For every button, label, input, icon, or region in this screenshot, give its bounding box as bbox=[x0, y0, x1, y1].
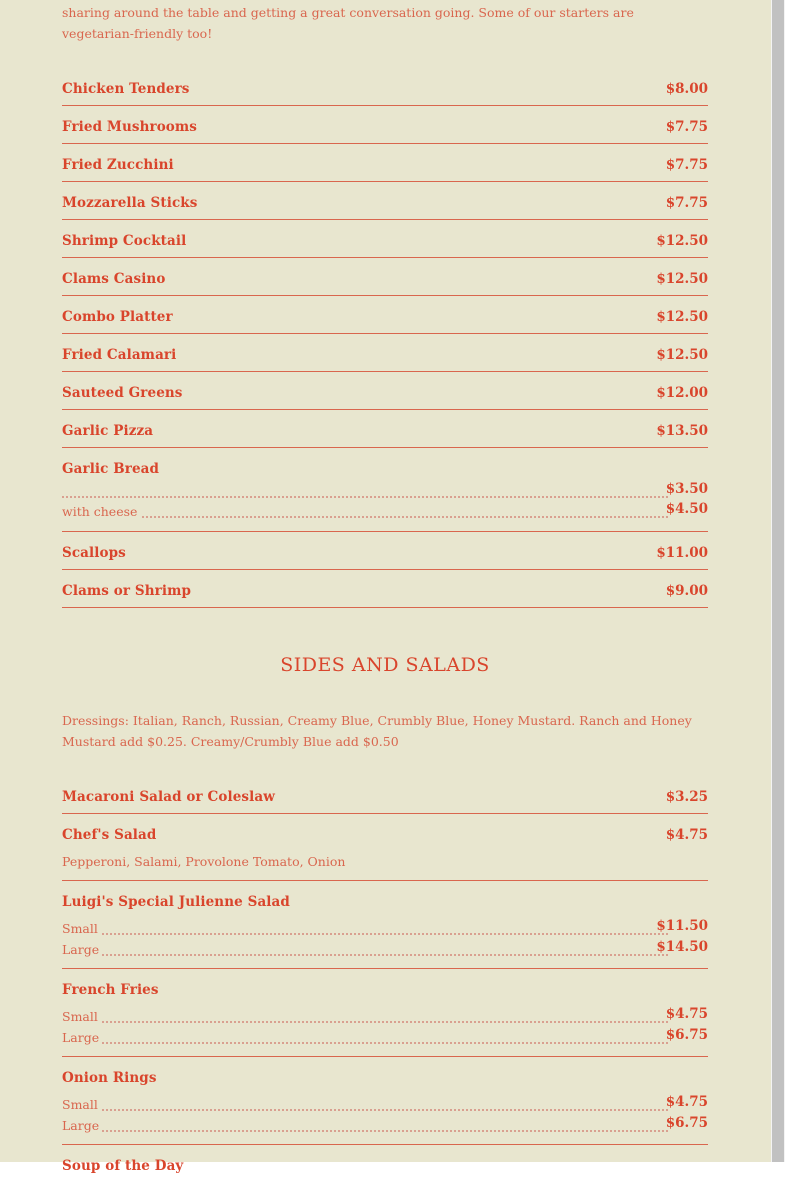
option-row bbox=[62, 1094, 708, 1115]
dressings-note: Dressings: Italian, Ranch, Russian, Creamy Blue, Crumbly Blue, Honey Mustard. Ranch and Honey Mustard add $0.25. Creamy/Crumbly Blue add $0.50 bbox=[62, 713, 692, 749]
item-name: Onion Rings bbox=[62, 1070, 157, 1086]
menu-item bbox=[62, 154, 708, 182]
leader-dots bbox=[62, 1109, 668, 1111]
option-label: Large bbox=[62, 942, 102, 957]
leader-dots bbox=[62, 1021, 668, 1023]
item-price: $9.00 bbox=[665, 583, 708, 599]
menu-item bbox=[62, 344, 708, 372]
starters-intro: sharing around the table and getting a great conversation going. Some of our starters are vegetarian-friendly too! bbox=[62, 5, 634, 41]
item-name: Garlic Pizza bbox=[62, 423, 154, 439]
item-price: $11.00 bbox=[656, 545, 708, 561]
option-row bbox=[62, 918, 708, 939]
item-price: $12.50 bbox=[656, 271, 708, 287]
item-name: Chicken Tenders bbox=[62, 81, 190, 97]
item-description: Pepperoni, Salami, Provolone Tomato, Onion bbox=[62, 854, 346, 869]
menu-item bbox=[62, 542, 708, 570]
item-price: $12.50 bbox=[656, 233, 708, 249]
section-title: SIDES AND SALADS bbox=[280, 654, 490, 676]
leader-dots bbox=[62, 516, 668, 518]
item-name: Fried Calamari bbox=[62, 347, 177, 363]
item-name: Combo Platter bbox=[62, 309, 173, 325]
option-price: $4.75 bbox=[665, 1006, 708, 1022]
menu-item bbox=[62, 268, 708, 296]
item-name: French Fries bbox=[62, 982, 159, 998]
option-row bbox=[62, 1027, 708, 1048]
item-price: $13.50 bbox=[656, 423, 708, 439]
leader-dots bbox=[62, 496, 668, 498]
menu-item bbox=[62, 306, 708, 334]
menu-item bbox=[62, 580, 708, 608]
item-name: Fried Mushrooms bbox=[62, 119, 197, 135]
item-name: Shrimp Cocktail bbox=[62, 233, 187, 249]
leader-dots bbox=[62, 1042, 668, 1044]
option-row bbox=[62, 939, 708, 960]
menu-item-onion-rings bbox=[62, 1067, 708, 1145]
leader-dots bbox=[62, 1130, 668, 1132]
item-name: Fried Zucchini bbox=[62, 157, 174, 173]
menu-item bbox=[62, 420, 708, 448]
option-label: Small bbox=[62, 1009, 101, 1024]
menu-item bbox=[62, 192, 708, 220]
item-name: Garlic Bread bbox=[62, 461, 160, 477]
option-price: $11.50 bbox=[656, 918, 708, 934]
item-price: $3.25 bbox=[665, 789, 708, 805]
option-price: $4.50 bbox=[665, 501, 708, 517]
menu-item bbox=[62, 78, 708, 106]
option-price: $6.75 bbox=[665, 1115, 708, 1131]
option-price: $14.50 bbox=[656, 939, 708, 955]
item-name: Chef's Salad bbox=[62, 827, 157, 843]
menu-item-chefs-salad bbox=[62, 824, 708, 881]
item-name: Sauteed Greens bbox=[62, 385, 183, 401]
leader-dots bbox=[62, 933, 668, 935]
item-price: $12.00 bbox=[656, 385, 708, 401]
scrollbar-thumb[interactable] bbox=[772, 0, 784, 1162]
item-name: Scallops bbox=[62, 545, 126, 561]
option-price: $3.50 bbox=[665, 481, 708, 497]
option-label: with cheese bbox=[62, 504, 140, 519]
item-name: Macaroni Salad or Coleslaw bbox=[62, 789, 275, 805]
item-price: $12.50 bbox=[656, 309, 708, 325]
item-name: Mozzarella Sticks bbox=[62, 195, 198, 211]
menu-item-french-fries bbox=[62, 979, 708, 1057]
option-price: $4.75 bbox=[665, 1094, 708, 1110]
item-name: Soup of the Day bbox=[62, 1158, 184, 1174]
menu-item bbox=[62, 382, 708, 410]
menu-item bbox=[62, 1155, 708, 1182]
option-price: $6.75 bbox=[665, 1027, 708, 1043]
menu-item bbox=[62, 230, 708, 258]
leader-dots bbox=[62, 954, 668, 956]
option-label: Small bbox=[62, 921, 101, 936]
option-label: Small bbox=[62, 1097, 101, 1112]
item-name: Luigi's Special Julienne Salad bbox=[62, 894, 290, 910]
menu-item-garlic-bread bbox=[62, 458, 708, 532]
menu-item bbox=[62, 786, 708, 814]
item-price: $12.50 bbox=[656, 347, 708, 363]
option-row bbox=[62, 481, 708, 502]
item-name: Clams or Shrimp bbox=[62, 583, 192, 599]
item-price: $8.00 bbox=[665, 81, 708, 97]
item-price: $7.75 bbox=[665, 119, 708, 135]
item-price: $7.75 bbox=[665, 157, 708, 173]
item-price: $4.75 bbox=[665, 827, 708, 843]
item-price: $7.75 bbox=[665, 195, 708, 211]
option-label: Large bbox=[62, 1030, 102, 1045]
option-row bbox=[62, 1115, 708, 1136]
vertical-scrollbar[interactable] bbox=[771, 0, 785, 1162]
option-row bbox=[62, 501, 708, 522]
option-label: Large bbox=[62, 1118, 102, 1133]
option-row bbox=[62, 1006, 708, 1027]
menu-item bbox=[62, 116, 708, 144]
item-name: Clams Casino bbox=[62, 271, 166, 287]
menu-item-julienne-salad bbox=[62, 891, 708, 969]
